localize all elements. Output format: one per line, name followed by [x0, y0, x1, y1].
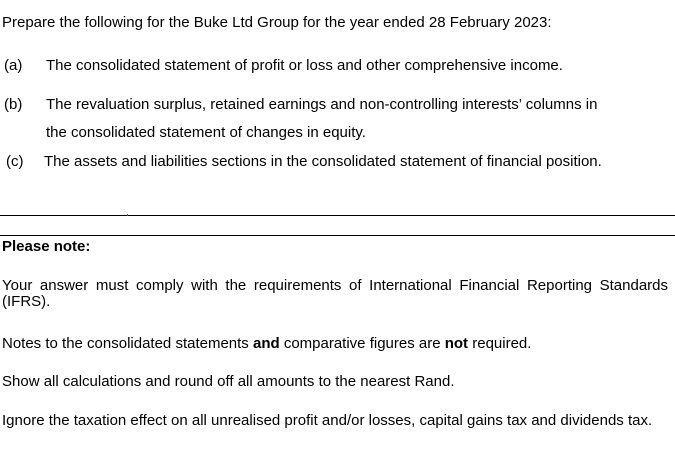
item-a-label: (a)	[4, 57, 23, 74]
note-paragraph-notes-part3: required.	[468, 335, 532, 352]
note-paragraph-taxation: Ignore the taxation effect on all unrealised profit and/or losses, capital gains tax and dividends tax.	[2, 412, 653, 429]
note-paragraph-notes-part2: comparative figures are	[279, 335, 445, 352]
item-a-text: The consolidated statement of profit or loss and other comprehensive income.	[46, 57, 563, 74]
instructions-intro: Prepare the following for the Buke Ltd Group for the year ended 28 February 2023:	[2, 14, 552, 31]
item-c-text: The assets and liabilities sections in the consolidated statement of financial position.	[44, 153, 602, 170]
note-paragraph-notes-part1: Notes to the consolidated statements	[2, 335, 253, 352]
item-c-label: (c)	[6, 153, 24, 170]
divider-bottom	[0, 235, 675, 236]
note-emphasis-and: and	[252, 335, 280, 352]
note-paragraph-calculations: Show all calculations and round off all amounts to the nearest Rand.	[2, 373, 455, 390]
item-b-label: (b)	[4, 96, 23, 113]
item-b-text-line-2: the consolidated statement of changes in equity.	[46, 124, 366, 141]
item-b-text-line-1: The revaluation surplus, retained earnings and non-controlling interests’ columns in	[46, 96, 598, 113]
note-emphasis-not: not	[444, 335, 469, 352]
note-paragraph-notes	[2, 336, 668, 352]
note-paragraph-ifrs: Your answer must comply with the requirements of International Financial Reporting Standards (IFRS).	[2, 277, 668, 310]
divider-top	[0, 215, 675, 216]
note-heading: Please note:	[2, 238, 91, 255]
divider-mark	[127, 214, 128, 216]
